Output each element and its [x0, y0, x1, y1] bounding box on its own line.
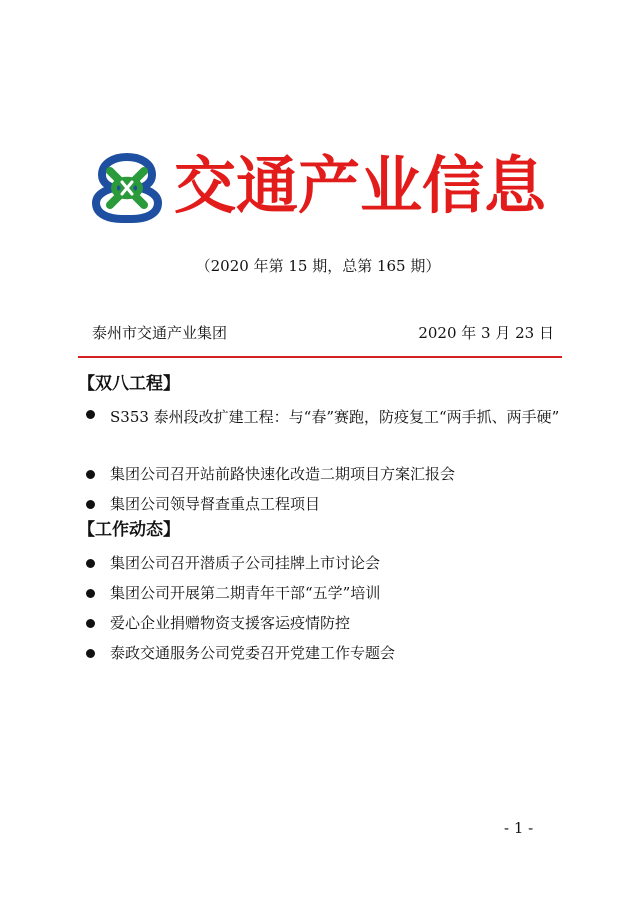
list-item-text: 集团公司领导督查重点工程项目 [110, 495, 321, 513]
page-number: - 1 - [504, 819, 534, 837]
bullet-icon [86, 649, 95, 658]
bullet-icon [86, 500, 95, 509]
list-item[interactable] [86, 611, 564, 635]
section-title-shuangba: 【双八工程】 [78, 374, 180, 394]
list-item-text: 爱心企业捐赠物资支援客运疫情防控 [110, 614, 351, 632]
list-item-text: 集团公司开展第二期青年干部“五学”培训 [110, 584, 381, 602]
list-item-text: 集团公司召开潜质子公司挂牌上市讨论会 [110, 554, 381, 572]
list-item[interactable] [86, 462, 564, 486]
list-item[interactable] [86, 641, 564, 665]
issue-number: （2020 年第 15 期，总第 165 期） [195, 257, 441, 275]
bullet-icon [86, 619, 95, 628]
bullet-icon [86, 559, 95, 568]
bullet-icon [86, 589, 95, 598]
list-item[interactable] [86, 402, 564, 462]
list-item[interactable] [86, 492, 564, 516]
list-item-text: 泰政交通服务公司党委召开党建工作专题会 [110, 644, 396, 662]
list-item[interactable] [86, 551, 564, 575]
list-item[interactable] [86, 581, 564, 605]
publisher: 泰州市交通产业集团 [92, 324, 228, 342]
bullet-icon [86, 470, 95, 479]
section-title-gongzuo: 【工作动态】 [78, 520, 180, 540]
meta-row [92, 322, 562, 344]
masthead [92, 140, 562, 232]
red-divider [78, 356, 562, 358]
publication-date: 2020 年 3 月 23 日 [418, 324, 554, 342]
masthead-title: 交通产业信息 [174, 149, 547, 222]
interlocking-knot-logo-icon [92, 153, 162, 223]
bullet-icon [86, 410, 95, 419]
list-item-text: 集团公司召开站前路快速化改造二期项目方案汇报会 [110, 465, 456, 483]
list-item-text: S353 泰州段改扩建工程：与“春”赛跑，防疫复工“两手抓、两手硬” [110, 408, 560, 426]
